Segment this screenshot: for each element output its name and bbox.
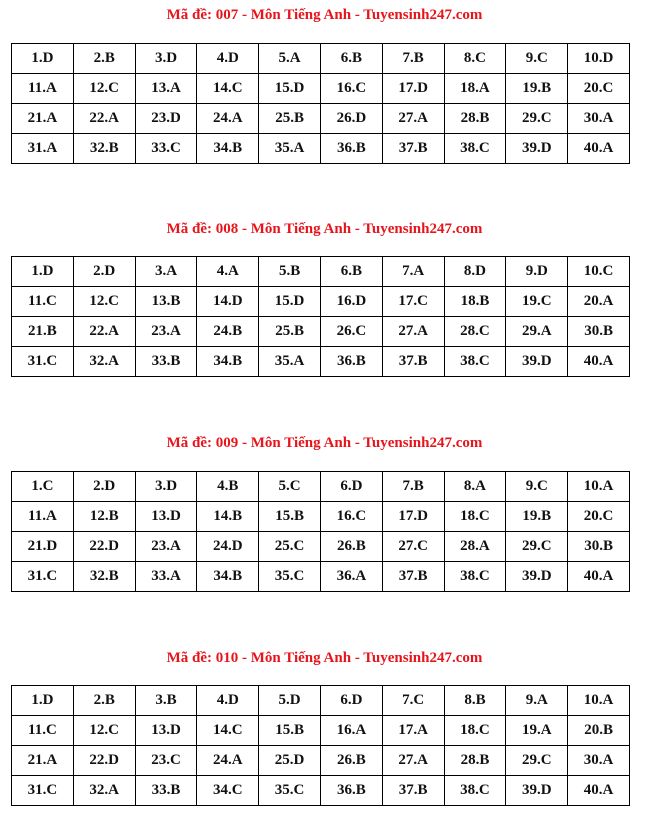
answer-cell: 37.B — [382, 562, 444, 592]
answer-cell: 7.A — [382, 257, 444, 287]
answer-row — [12, 74, 630, 104]
answer-cell: 39.D — [506, 776, 568, 806]
answer-row — [12, 716, 630, 746]
answer-cell: 8.C — [444, 44, 506, 74]
answer-cell: 9.D — [506, 257, 568, 287]
answer-cell: 13.D — [135, 502, 197, 532]
answer-row — [12, 532, 630, 562]
answer-cell: 23.A — [135, 532, 197, 562]
answer-cell: 34.B — [197, 134, 259, 164]
answer-cell: 23.D — [135, 104, 197, 134]
answer-cell: 36.B — [320, 134, 382, 164]
answer-cell: 4.B — [197, 472, 259, 502]
answer-cell: 39.D — [506, 562, 568, 592]
answer-cell: 29.C — [506, 532, 568, 562]
answer-cell: 19.A — [506, 716, 568, 746]
answer-cell: 31.C — [12, 776, 74, 806]
answer-row — [12, 134, 630, 164]
answer-cell: 27.A — [382, 317, 444, 347]
answer-cell: 35.C — [259, 776, 321, 806]
answer-cell: 20.C — [568, 74, 630, 104]
answer-cell: 17.C — [382, 287, 444, 317]
answer-cell: 14.C — [197, 74, 259, 104]
answer-cell: 7.B — [382, 472, 444, 502]
answer-cell: 21.A — [12, 104, 74, 134]
answer-cell: 6.D — [320, 686, 382, 716]
answer-cell: 29.C — [506, 104, 568, 134]
answer-cell: 34.B — [197, 562, 259, 592]
answer-cell: 32.B — [73, 134, 135, 164]
answer-cell: 23.C — [135, 746, 197, 776]
answer-table — [11, 43, 630, 164]
answer-row — [12, 317, 630, 347]
answer-cell: 2.D — [73, 472, 135, 502]
answer-cell: 40.A — [568, 776, 630, 806]
answer-cell: 13.B — [135, 287, 197, 317]
answer-cell: 14.D — [197, 287, 259, 317]
answer-cell: 15.B — [259, 502, 321, 532]
answer-cell: 4.A — [197, 257, 259, 287]
answer-cell: 26.B — [320, 746, 382, 776]
answer-cell: 1.D — [12, 257, 74, 287]
answer-cell: 12.C — [73, 716, 135, 746]
answer-cell: 15.D — [259, 287, 321, 317]
answer-cell: 24.B — [197, 317, 259, 347]
answer-cell: 22.D — [73, 532, 135, 562]
answer-cell: 22.A — [73, 317, 135, 347]
answer-cell: 36.B — [320, 347, 382, 377]
answer-cell: 26.C — [320, 317, 382, 347]
answer-cell: 30.A — [568, 746, 630, 776]
answer-row — [12, 104, 630, 134]
answer-cell: 10.A — [568, 472, 630, 502]
answer-cell: 9.C — [506, 44, 568, 74]
answer-cell: 18.B — [444, 287, 506, 317]
answer-cell: 31.A — [12, 134, 74, 164]
answer-cell: 5.B — [259, 257, 321, 287]
answer-row — [12, 746, 630, 776]
answer-cell: 35.C — [259, 562, 321, 592]
answer-cell: 14.C — [197, 716, 259, 746]
answer-cell: 39.D — [506, 134, 568, 164]
answer-cell: 18.C — [444, 716, 506, 746]
answer-row — [12, 257, 630, 287]
answer-cell: 1.D — [12, 686, 74, 716]
answer-cell: 33.B — [135, 347, 197, 377]
answer-cell: 5.D — [259, 686, 321, 716]
exam-section-007 — [11, 5, 630, 156]
answer-cell: 17.A — [382, 716, 444, 746]
answer-cell: 3.D — [135, 44, 197, 74]
answer-cell: 40.A — [568, 134, 630, 164]
answer-cell: 38.C — [444, 776, 506, 806]
answer-cell: 18.A — [444, 74, 506, 104]
answer-cell: 34.B — [197, 347, 259, 377]
answer-cell: 11.A — [12, 502, 74, 532]
answer-table — [11, 685, 630, 806]
answer-cell: 21.B — [12, 317, 74, 347]
answer-cell: 6.D — [320, 472, 382, 502]
answer-cell: 24.A — [197, 104, 259, 134]
answer-cell: 27.A — [382, 104, 444, 134]
answer-cell: 30.B — [568, 317, 630, 347]
answer-cell: 39.D — [506, 347, 568, 377]
answer-cell: 12.C — [73, 74, 135, 104]
answer-table — [11, 471, 630, 592]
exam-section-009 — [11, 433, 630, 584]
answer-cell: 23.A — [135, 317, 197, 347]
answer-cell: 16.C — [320, 502, 382, 532]
answer-cell: 40.A — [568, 562, 630, 592]
exam-title: Mã đề: 007 - Môn Tiếng Anh - Tuyensinh247.com — [166, 7, 483, 23]
answer-cell: 2.B — [73, 44, 135, 74]
answer-cell: 37.B — [382, 776, 444, 806]
answer-cell: 27.C — [382, 532, 444, 562]
answer-cell: 22.A — [73, 104, 135, 134]
answer-cell: 12.C — [73, 287, 135, 317]
answer-cell: 12.B — [73, 502, 135, 532]
answer-cell: 9.A — [506, 686, 568, 716]
answer-cell: 3.B — [135, 686, 197, 716]
answer-cell: 13.A — [135, 74, 197, 104]
answer-cell: 5.C — [259, 472, 321, 502]
answer-cell: 25.D — [259, 746, 321, 776]
exam-title: Mã đề: 009 - Môn Tiếng Anh - Tuyensinh247.com — [166, 435, 483, 451]
answer-cell: 20.A — [568, 287, 630, 317]
answer-row — [12, 502, 630, 532]
answer-cell: 3.A — [135, 257, 197, 287]
answer-cell: 13.D — [135, 716, 197, 746]
answer-cell: 35.A — [259, 347, 321, 377]
answer-cell: 18.C — [444, 502, 506, 532]
answer-cell: 37.B — [382, 134, 444, 164]
answer-cell: 16.C — [320, 74, 382, 104]
answer-cell: 21.A — [12, 746, 74, 776]
answer-cell: 32.A — [73, 776, 135, 806]
exam-section-010 — [11, 648, 630, 798]
answer-cell: 38.C — [444, 562, 506, 592]
answer-cell: 21.D — [12, 532, 74, 562]
answer-cell: 19.B — [506, 502, 568, 532]
answer-cell: 32.B — [73, 562, 135, 592]
answer-cell: 2.D — [73, 257, 135, 287]
answer-cell: 25.C — [259, 532, 321, 562]
answer-cell: 15.B — [259, 716, 321, 746]
answer-cell: 30.A — [568, 104, 630, 134]
answer-cell: 38.C — [444, 347, 506, 377]
answer-cell: 8.D — [444, 257, 506, 287]
answer-table — [11, 256, 630, 377]
answer-cell: 25.B — [259, 317, 321, 347]
answer-row — [12, 472, 630, 502]
exam-title: Mã đề: 010 - Môn Tiếng Anh - Tuyensinh247.com — [166, 650, 483, 666]
answer-cell: 33.B — [135, 776, 197, 806]
exam-section-008 — [11, 219, 630, 369]
answer-cell: 2.B — [73, 686, 135, 716]
answer-cell: 28.A — [444, 532, 506, 562]
answer-cell: 36.B — [320, 776, 382, 806]
answer-cell: 11.C — [12, 716, 74, 746]
answer-cell: 16.A — [320, 716, 382, 746]
answer-cell: 15.D — [259, 74, 321, 104]
answer-cell: 28.C — [444, 317, 506, 347]
answer-cell: 28.B — [444, 746, 506, 776]
answer-cell: 9.C — [506, 472, 568, 502]
answer-cell: 11.C — [12, 287, 74, 317]
answer-cell: 6.B — [320, 257, 382, 287]
answer-cell: 27.A — [382, 746, 444, 776]
answer-cell: 19.B — [506, 74, 568, 104]
answer-cell: 29.A — [506, 317, 568, 347]
answer-cell: 35.A — [259, 134, 321, 164]
answer-row — [12, 347, 630, 377]
answer-cell: 33.C — [135, 134, 197, 164]
answer-cell: 6.B — [320, 44, 382, 74]
answer-cell: 22.D — [73, 746, 135, 776]
answer-cell: 1.C — [12, 472, 74, 502]
answer-cell: 37.B — [382, 347, 444, 377]
answer-cell: 33.A — [135, 562, 197, 592]
answer-row — [12, 562, 630, 592]
answer-cell: 10.A — [568, 686, 630, 716]
answer-cell: 31.C — [12, 347, 74, 377]
answer-cell: 25.B — [259, 104, 321, 134]
answer-cell: 34.C — [197, 776, 259, 806]
answer-cell: 20.C — [568, 502, 630, 532]
answer-cell: 17.D — [382, 502, 444, 532]
answer-cell: 20.B — [568, 716, 630, 746]
answer-cell: 40.A — [568, 347, 630, 377]
answer-row — [12, 44, 630, 74]
answer-cell: 8.B — [444, 686, 506, 716]
answer-cell: 24.A — [197, 746, 259, 776]
answer-cell: 38.C — [444, 134, 506, 164]
answer-cell: 24.D — [197, 532, 259, 562]
answer-row — [12, 776, 630, 806]
answer-cell: 30.B — [568, 532, 630, 562]
answer-cell: 36.A — [320, 562, 382, 592]
answer-row — [12, 686, 630, 716]
exam-title: Mã đề: 008 - Môn Tiếng Anh - Tuyensinh247.com — [166, 221, 483, 237]
answer-cell: 32.A — [73, 347, 135, 377]
answer-cell: 4.D — [197, 686, 259, 716]
answer-cell: 10.C — [568, 257, 630, 287]
answer-cell: 1.D — [12, 44, 74, 74]
answer-cell: 19.C — [506, 287, 568, 317]
answer-cell: 17.D — [382, 74, 444, 104]
answer-cell: 26.B — [320, 532, 382, 562]
answer-cell: 14.B — [197, 502, 259, 532]
answer-cell: 3.D — [135, 472, 197, 502]
answer-cell: 7.B — [382, 44, 444, 74]
answer-cell: 7.C — [382, 686, 444, 716]
answer-cell: 26.D — [320, 104, 382, 134]
answer-cell: 31.C — [12, 562, 74, 592]
answer-cell: 10.D — [568, 44, 630, 74]
answer-cell: 16.D — [320, 287, 382, 317]
answer-cell: 4.D — [197, 44, 259, 74]
answer-cell: 28.B — [444, 104, 506, 134]
answer-cell: 11.A — [12, 74, 74, 104]
answer-cell: 5.A — [259, 44, 321, 74]
answer-cell: 29.C — [506, 746, 568, 776]
answer-row — [12, 287, 630, 317]
answer-cell: 8.A — [444, 472, 506, 502]
